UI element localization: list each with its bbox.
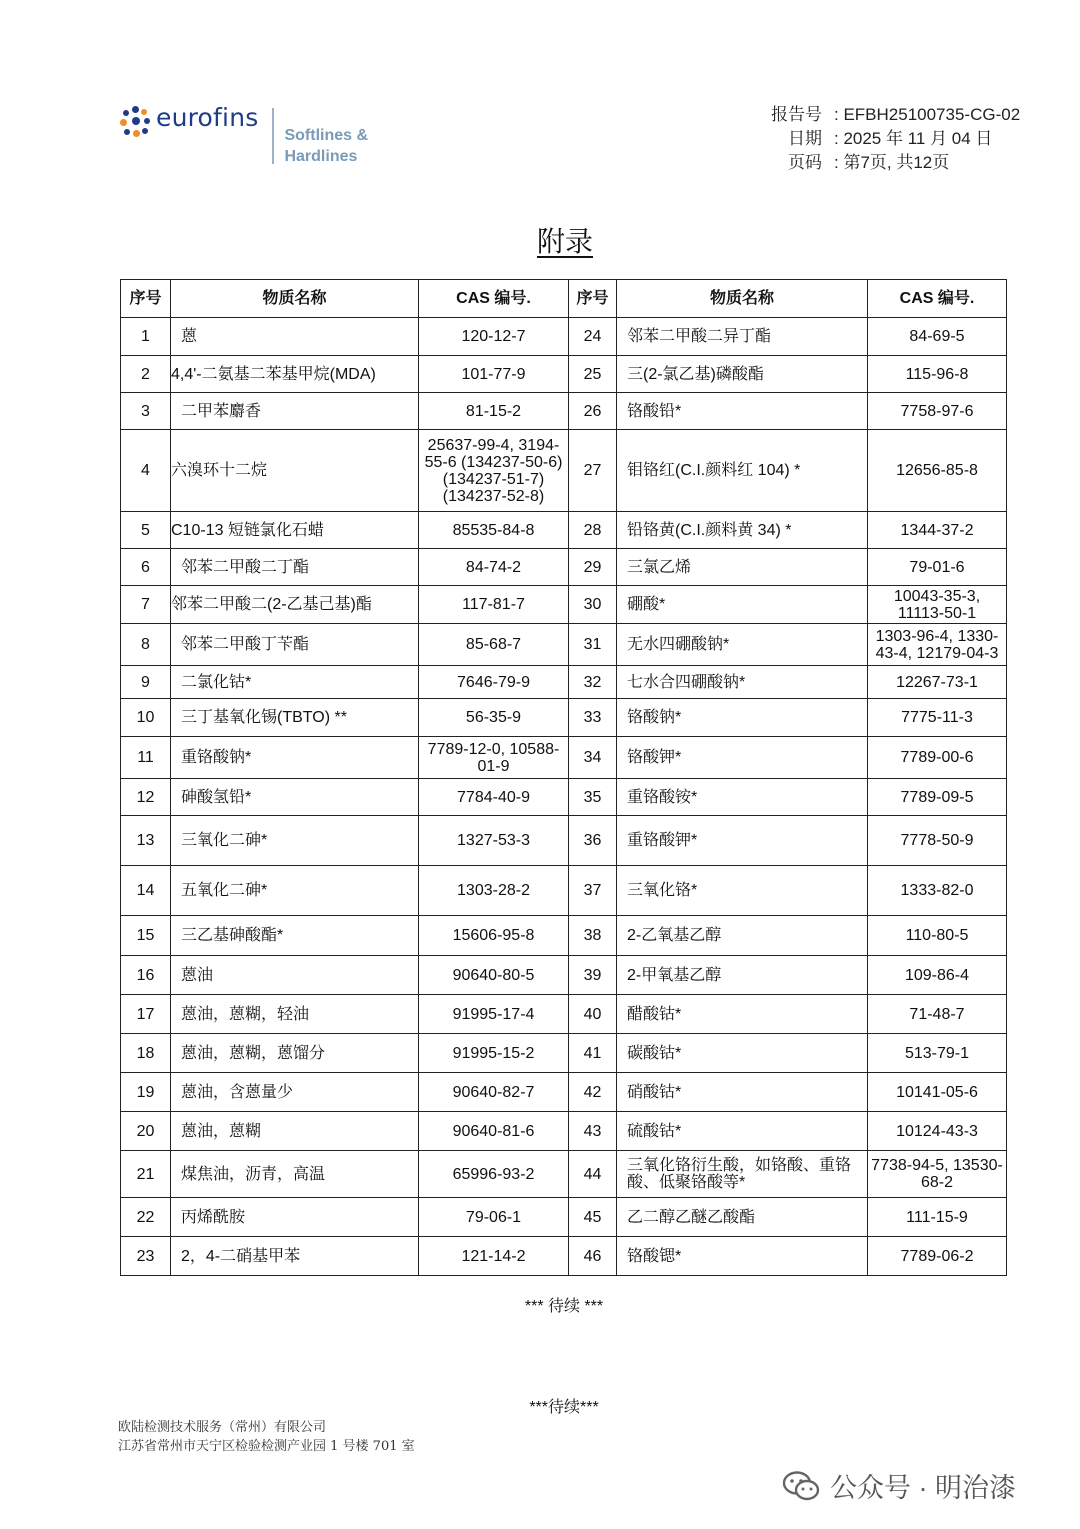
substance-cell: 重铬酸铵*: [617, 779, 868, 816]
substance-cell: 钼铬红(C.I.颜料红 104) *: [617, 430, 868, 512]
substance-cell: 重铬酸钾*: [617, 816, 868, 866]
cas-cell: 1303-28-2: [419, 866, 569, 916]
substance-cell: 铬酸钠*: [617, 699, 868, 737]
cas-cell: 71-48-7: [868, 995, 1007, 1034]
substance-cell: 铬酸锶*: [617, 1237, 868, 1276]
table-row: [121, 1151, 1007, 1198]
substance-cell: 煤焦油，沥青，高温: [171, 1151, 419, 1198]
cas-cell: 90640-82-7: [419, 1073, 569, 1112]
substance-cell: 三丁基氧化锡(TBTO) **: [171, 699, 419, 737]
seq-cell: 28: [569, 512, 617, 549]
cas-cell: 120-12-7: [419, 318, 569, 356]
cas-cell: 101-77-9: [419, 356, 569, 393]
seq-cell: 11: [121, 737, 171, 779]
substance-cell: 重铬酸钠*: [171, 737, 419, 779]
table-row: [121, 737, 1007, 779]
cas-cell: 1303-96-4, 1330-43-4, 12179-04-3: [868, 624, 1007, 666]
watermark: [782, 1466, 1016, 1505]
table-row: [121, 995, 1007, 1034]
substance-cell: 蒽油，蒽糊: [171, 1112, 419, 1151]
meta-label: 日期: [788, 129, 822, 148]
seq-cell: 35: [569, 779, 617, 816]
cas-cell: 12656-85-8: [868, 430, 1007, 512]
seq-cell: 17: [121, 995, 171, 1034]
cas-cell: 65996-93-2: [419, 1151, 569, 1198]
table-row: [121, 512, 1007, 549]
cas-cell: 7789-00-6: [868, 737, 1007, 779]
substance-cell: 醋酸钴*: [617, 995, 868, 1034]
cas-cell: 109-86-4: [868, 956, 1007, 995]
cas-cell: 91995-15-2: [419, 1034, 569, 1073]
seq-cell: 7: [121, 586, 171, 624]
table-row: [121, 916, 1007, 956]
substance-cell: 蒽油，蒽糊，轻油: [171, 995, 419, 1034]
seq-cell: 40: [569, 995, 617, 1034]
meta-page: [756, 151, 1020, 175]
meta-label: 报告号: [771, 105, 822, 124]
seq-cell: 31: [569, 624, 617, 666]
substance-cell: 碳酸钴*: [617, 1034, 868, 1073]
header-substance: 物质名称: [171, 280, 419, 318]
seq-cell: 5: [121, 512, 171, 549]
table-row: [121, 1073, 1007, 1112]
seq-cell: 18: [121, 1034, 171, 1073]
substance-cell: 三乙基砷酸酯*: [171, 916, 419, 956]
cas-cell: 513-79-1: [868, 1034, 1007, 1073]
report-meta: [756, 103, 1020, 175]
seq-cell: 22: [121, 1198, 171, 1237]
cas-cell: 79-06-1: [419, 1198, 569, 1237]
header-cas: CAS 编号.: [868, 280, 1007, 318]
cas-cell: 85-68-7: [419, 624, 569, 666]
seq-cell: 43: [569, 1112, 617, 1151]
wechat-icon: [782, 1471, 820, 1501]
header-seq: 序号: [121, 280, 171, 318]
meta-label: 页码: [788, 153, 822, 172]
cas-cell: 117-81-7: [419, 586, 569, 624]
substance-cell: 铬酸钾*: [617, 737, 868, 779]
table-row: [121, 816, 1007, 866]
substance-cell: 砷酸氢铅*: [171, 779, 419, 816]
cas-cell: 7775-11-3: [868, 699, 1007, 737]
company-address: 江苏省常州市天宁区检验检测产业园 1 号楼 701 室: [118, 1439, 415, 1454]
table-row: [121, 430, 1007, 512]
substance-cell: 丙烯酰胺: [171, 1198, 419, 1237]
seq-cell: 14: [121, 866, 171, 916]
cas-cell: 1344-37-2: [868, 512, 1007, 549]
substance-cell: 蒽油，含蒽量少: [171, 1073, 419, 1112]
substance-cell: 铬酸铅*: [617, 393, 868, 430]
table-row: [121, 1034, 1007, 1073]
table-row: [121, 779, 1007, 816]
meta-report-number: [756, 103, 1020, 127]
seq-cell: 30: [569, 586, 617, 624]
substance-cell: 邻苯二甲酸二丁酯: [171, 549, 419, 586]
header-cas: CAS 编号.: [419, 280, 569, 318]
table-row: [121, 586, 1007, 624]
header-substance: 物质名称: [617, 280, 868, 318]
substance-cell: 三氧化铬衍生酸，如铬酸、重铬酸、低聚铬酸等*: [617, 1151, 868, 1198]
seq-cell: 24: [569, 318, 617, 356]
substance-table: [120, 279, 1007, 1276]
seq-cell: 9: [121, 666, 171, 699]
eurofins-logo-icon: [120, 106, 152, 138]
substance-cell: 三氧化铬*: [617, 866, 868, 916]
cas-cell: 81-15-2: [419, 393, 569, 430]
seq-cell: 19: [121, 1073, 171, 1112]
substance-cell: 蒽油: [171, 956, 419, 995]
table-row: [121, 393, 1007, 430]
cas-cell: 115-96-8: [868, 356, 1007, 393]
logo-subtitle: [284, 125, 368, 167]
table-row: [121, 1237, 1007, 1276]
seq-cell: 12: [121, 779, 171, 816]
substance-cell: 硼酸*: [617, 586, 868, 624]
meta-value: : EFBH25100735-CG-02: [834, 105, 1021, 124]
seq-cell: 21: [121, 1151, 171, 1198]
substance-cell: 二甲苯麝香: [171, 393, 419, 430]
page-title: 附录: [536, 225, 593, 258]
substance-cell: 五氧化二砷*: [171, 866, 419, 916]
seq-cell: 32: [569, 666, 617, 699]
seq-cell: 10: [121, 699, 171, 737]
cas-cell: 85535-84-8: [419, 512, 569, 549]
seq-cell: 13: [121, 816, 171, 866]
cas-cell: 10141-05-6: [868, 1073, 1007, 1112]
seq-cell: 23: [121, 1237, 171, 1276]
seq-cell: 26: [569, 393, 617, 430]
cas-cell: 15606-95-8: [419, 916, 569, 956]
table-row: [121, 624, 1007, 666]
watermark-text: 公众号 · 明治漆: [830, 1473, 1016, 1503]
cas-cell: 121-14-2: [419, 1237, 569, 1276]
cas-cell: 10043-35-3, 11113-50-1: [868, 586, 1007, 624]
substance-cell: 4,4'-二氨基二苯基甲烷(MDA): [171, 356, 419, 393]
cas-cell: 7789-06-2: [868, 1237, 1007, 1276]
table-row: [121, 1198, 1007, 1237]
substance-cell: 2，4-二硝基甲苯: [171, 1237, 419, 1276]
logo-subtitle-line2: Hardlines: [284, 148, 358, 165]
cas-cell: 111-15-9: [868, 1198, 1007, 1237]
seq-cell: 27: [569, 430, 617, 512]
substance-cell: 蒽油，蒽糊，蒽馏分: [171, 1034, 419, 1073]
continued-note-footer: ***待续***: [529, 1399, 599, 1416]
table-row: [121, 666, 1007, 699]
seq-cell: 37: [569, 866, 617, 916]
substance-cell: 六溴环十二烷: [171, 430, 419, 512]
cas-cell: 7789-09-5: [868, 779, 1007, 816]
seq-cell: 45: [569, 1198, 617, 1237]
table-row: [121, 1112, 1007, 1151]
seq-cell: 1: [121, 318, 171, 356]
cas-cell: 7778-50-9: [868, 816, 1007, 866]
substance-cell: 硝酸钴*: [617, 1073, 868, 1112]
cas-cell: 25637-99-4, 3194-55-6 (134237-50-6) (134237-51-7) (134237-52-8): [419, 430, 569, 512]
substance-cell: 2-甲氧基乙醇: [617, 956, 868, 995]
meta-value: : 2025 年 11 月 04 日: [834, 129, 993, 148]
seq-cell: 34: [569, 737, 617, 779]
substance-cell: 二氯化钴*: [171, 666, 419, 699]
substance-cell: 邻苯二甲酸二(2-乙基己基)酯: [171, 586, 419, 624]
cas-cell: 91995-17-4: [419, 995, 569, 1034]
cas-cell: 7738-94-5, 13530-68-2: [868, 1151, 1007, 1198]
substance-cell: 邻苯二甲酸二异丁酯: [617, 318, 868, 356]
table-row: [121, 549, 1007, 586]
substance-cell: 铅铬黄(C.I.颜料黄 34) *: [617, 512, 868, 549]
substance-cell: 蒽: [171, 318, 419, 356]
logo-subtitle-line1: Softlines &: [284, 127, 369, 144]
cas-cell: 7758-97-6: [868, 393, 1007, 430]
company-info: [118, 1418, 415, 1456]
cas-cell: 1327-53-3: [419, 816, 569, 866]
cas-cell: 90640-81-6: [419, 1112, 569, 1151]
seq-cell: 8: [121, 624, 171, 666]
company-name: 欧陆检测技术服务（常州）有限公司: [118, 1420, 327, 1435]
seq-cell: 44: [569, 1151, 617, 1198]
cas-cell: 7784-40-9: [419, 779, 569, 816]
seq-cell: 20: [121, 1112, 171, 1151]
substance-cell: 三氯乙烯: [617, 549, 868, 586]
substance-cell: 七水合四硼酸钠*: [617, 666, 868, 699]
seq-cell: 2: [121, 356, 171, 393]
table-row: [121, 318, 1007, 356]
cas-cell: 84-74-2: [419, 549, 569, 586]
substance-cell: 邻苯二甲酸丁苄酯: [171, 624, 419, 666]
company-logo: [120, 104, 368, 168]
seq-cell: 33: [569, 699, 617, 737]
seq-cell: 41: [569, 1034, 617, 1073]
cas-cell: 90640-80-5: [419, 956, 569, 995]
seq-cell: 38: [569, 916, 617, 956]
substance-cell: C10-13 短链氯化石蜡: [171, 512, 419, 549]
table-row: [121, 699, 1007, 737]
table-row: [121, 866, 1007, 916]
substance-cell: 2-乙氧基乙醇: [617, 916, 868, 956]
logo-text: eurofins: [156, 103, 259, 132]
substance-cell: 无水四硼酸钠*: [617, 624, 868, 666]
substance-cell: 三(2-氯乙基)磷酸酯: [617, 356, 868, 393]
seq-cell: 42: [569, 1073, 617, 1112]
seq-cell: 3: [121, 393, 171, 430]
cas-cell: 110-80-5: [868, 916, 1007, 956]
seq-cell: 25: [569, 356, 617, 393]
meta-value: : 第7页, 共12页: [834, 153, 950, 172]
meta-date: [756, 127, 1020, 151]
table-row: [121, 956, 1007, 995]
logo-divider: [272, 108, 274, 164]
seq-cell: 29: [569, 549, 617, 586]
seq-cell: 6: [121, 549, 171, 586]
continued-note: *** 待续 ***: [524, 1298, 604, 1315]
seq-cell: 15: [121, 916, 171, 956]
seq-cell: 39: [569, 956, 617, 995]
substance-cell: 乙二醇乙醚乙酸酯: [617, 1198, 868, 1237]
cas-cell: 56-35-9: [419, 699, 569, 737]
table-row: [121, 356, 1007, 393]
seq-cell: 4: [121, 430, 171, 512]
cas-cell: 84-69-5: [868, 318, 1007, 356]
cas-cell: 10124-43-3: [868, 1112, 1007, 1151]
table-header-row: [121, 280, 1007, 318]
cas-cell: 7789-12-0, 10588-01-9: [419, 737, 569, 779]
substance-cell: 硫酸钴*: [617, 1112, 868, 1151]
header-seq: 序号: [569, 280, 617, 318]
cas-cell: 7646-79-9: [419, 666, 569, 699]
seq-cell: 36: [569, 816, 617, 866]
seq-cell: 46: [569, 1237, 617, 1276]
cas-cell: 12267-73-1: [868, 666, 1007, 699]
cas-cell: 79-01-6: [868, 549, 1007, 586]
substance-cell: 三氧化二砷*: [171, 816, 419, 866]
seq-cell: 16: [121, 956, 171, 995]
cas-cell: 1333-82-0: [868, 866, 1007, 916]
